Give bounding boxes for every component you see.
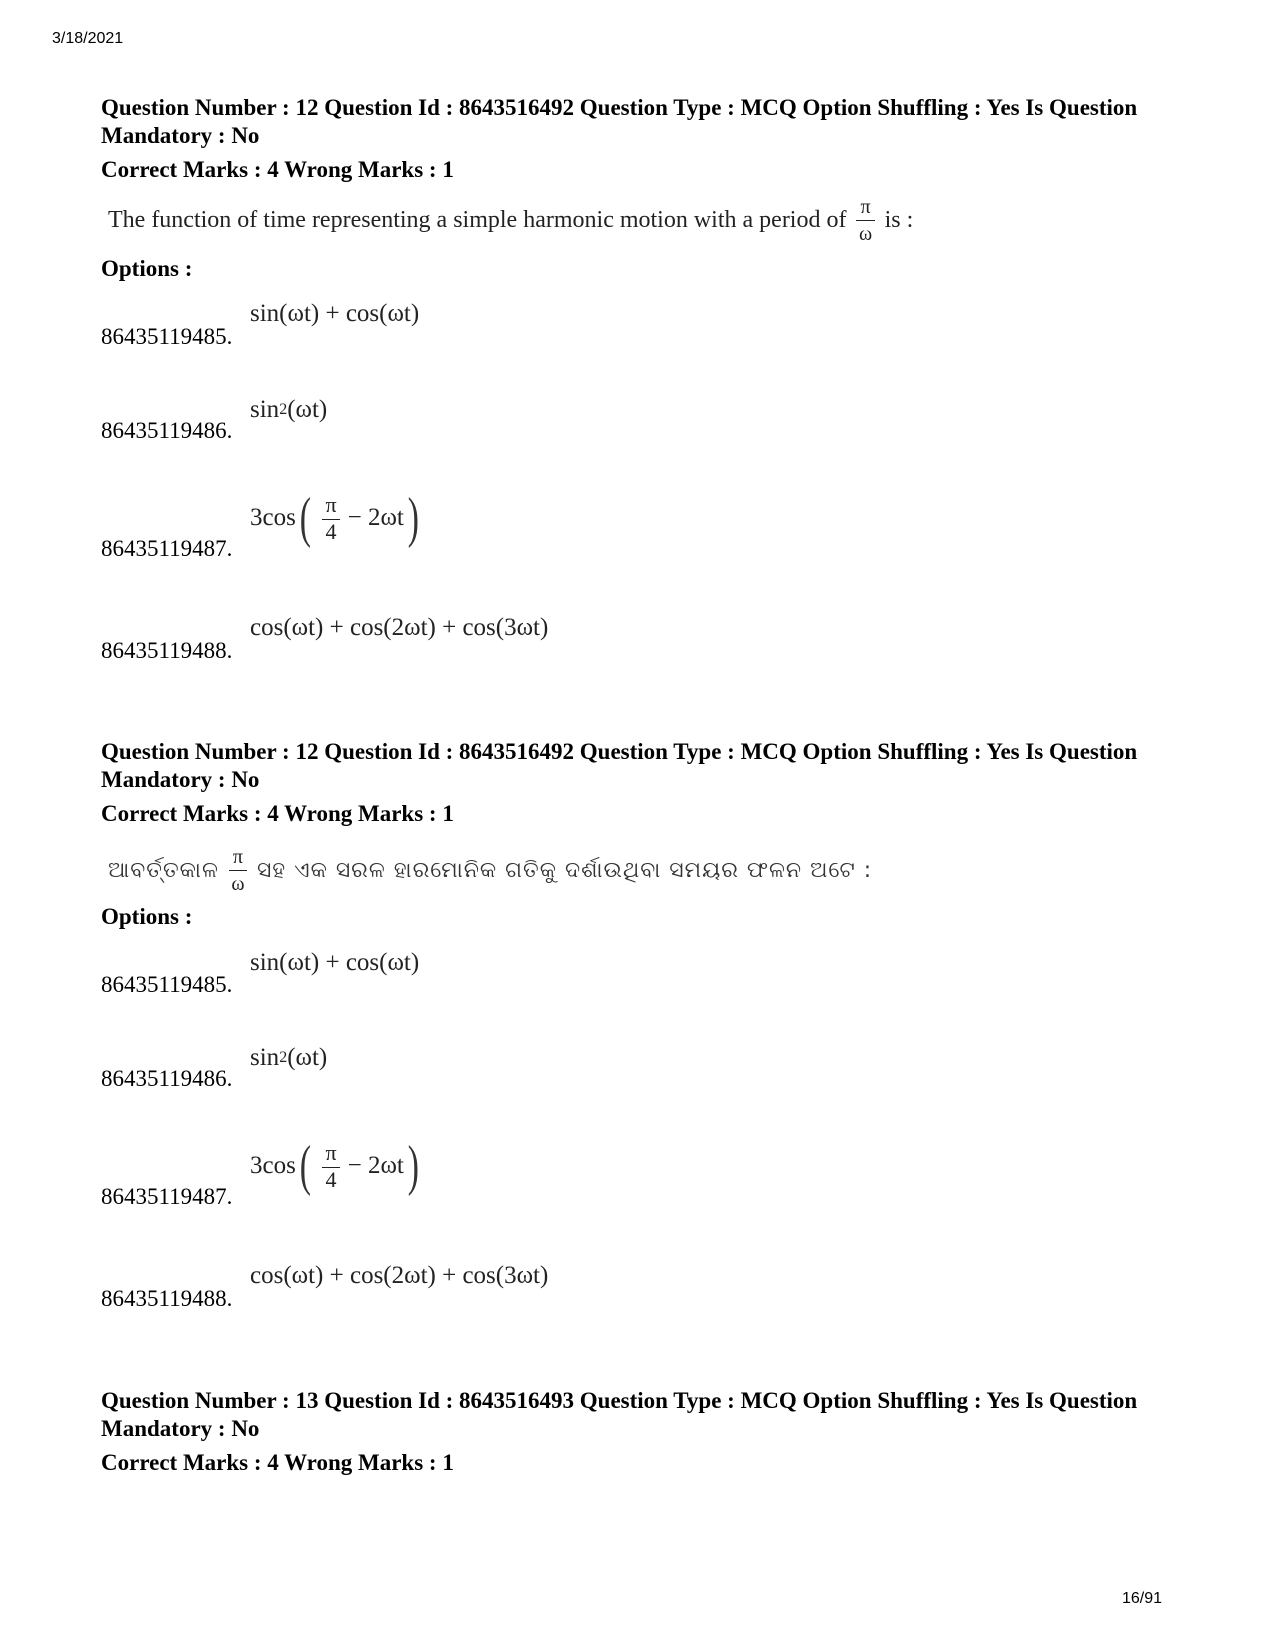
- question-meta: Question Number : 12 Question Id : 8643516492 Question Type : MCQ Option Shuffling : Yes Is Question Mandatory : No: [101, 95, 1138, 148]
- question-marks: Correct Marks : 4 Wrong Marks : 1: [101, 801, 454, 826]
- expr-rest: (ωt): [287, 1044, 328, 1071]
- fraction-denominator: 4: [325, 1166, 337, 1192]
- option-id: 86435119485.: [101, 324, 233, 349]
- question-header: [101, 1387, 1181, 1477]
- option-id: 86435119485.: [101, 972, 233, 997]
- fraction-denominator: ω: [231, 873, 245, 895]
- expr-base: sin: [250, 1044, 280, 1071]
- left-paren: (: [299, 1135, 311, 1197]
- question-text-after: is :: [884, 207, 914, 233]
- question-meta: Question Number : 12 Question Id : 8643516492 Question Type : MCQ Option Shuffling : Yes Is Question Mandatory : No: [101, 739, 1138, 792]
- question-text: [108, 196, 913, 245]
- fraction-numerator: π: [322, 1141, 339, 1168]
- fraction-denominator: 4: [325, 518, 337, 544]
- option-id: 86435119488.: [101, 638, 233, 663]
- page-date: 3/18/2021: [52, 30, 124, 47]
- right-paren: ): [407, 1135, 419, 1197]
- expr-post: − 2ωt: [347, 504, 404, 531]
- expr-base: sin: [250, 396, 280, 423]
- right-paren: ): [407, 487, 419, 549]
- fraction-numerator: π: [229, 846, 247, 871]
- option-id: 86435119486.: [101, 418, 233, 443]
- option-id: 86435119488.: [101, 1286, 233, 1311]
- left-paren: (: [299, 487, 311, 549]
- expr-superscript: 2: [279, 1049, 288, 1066]
- option-expression: sin(ωt) + cos(ωt): [250, 949, 420, 976]
- option-id: 86435119487.: [101, 1184, 233, 1209]
- option-expression: [250, 1044, 327, 1072]
- option-fraction: [322, 493, 339, 544]
- expr-pre: 3cos: [250, 1152, 296, 1179]
- option-expression: [250, 396, 327, 424]
- question-text-before: ଆବର୍ତ୍ତକାଳ: [108, 858, 219, 883]
- option-expression: sin(ωt) + cos(ωt): [250, 300, 420, 327]
- option-expression: [250, 1135, 423, 1197]
- question-marks: Correct Marks : 4 Wrong Marks : 1: [101, 1450, 454, 1475]
- period-fraction: [856, 196, 874, 245]
- page-number: 16/91: [1121, 1590, 1162, 1607]
- expr-rest: (ωt): [287, 396, 328, 423]
- options-label: Options :: [101, 256, 193, 281]
- option-expression: cos(ωt) + cos(2ωt) + cos(3ωt): [250, 1262, 549, 1289]
- option-expression: cos(ωt) + cos(2ωt) + cos(3ωt): [250, 614, 549, 641]
- question-text-after: ସହ ଏକ ସରଳ ହାରମୋନିକ ଗତିକୁ ଦର୍ଶାଉଥିବା ସମୟର ଫଳନ ଅଟେ :: [256, 858, 873, 883]
- expr-superscript: 2: [279, 401, 288, 418]
- fraction-numerator: π: [322, 493, 339, 520]
- period-fraction: [229, 846, 247, 895]
- question-marks: Correct Marks : 4 Wrong Marks : 1: [101, 157, 454, 182]
- question-meta: Question Number : 13 Question Id : 8643516493 Question Type : MCQ Option Shuffling : Yes Is Question Mandatory : No: [101, 1388, 1138, 1441]
- fraction-denominator: ω: [858, 223, 873, 245]
- question-text: [108, 846, 872, 895]
- option-id: 86435119487.: [101, 536, 233, 561]
- option-expression: [250, 487, 423, 549]
- fraction-numerator: π: [856, 196, 874, 221]
- options-label: Options :: [101, 904, 193, 929]
- expr-pre: 3cos: [250, 504, 296, 531]
- question-header: [101, 94, 1181, 184]
- question-text-before: The function of time representing a simple harmonic motion with a period of: [108, 207, 847, 233]
- option-id: 86435119486.: [101, 1066, 233, 1091]
- option-fraction: [322, 1141, 339, 1192]
- question-header: [101, 738, 1181, 828]
- expr-post: − 2ωt: [347, 1152, 404, 1179]
